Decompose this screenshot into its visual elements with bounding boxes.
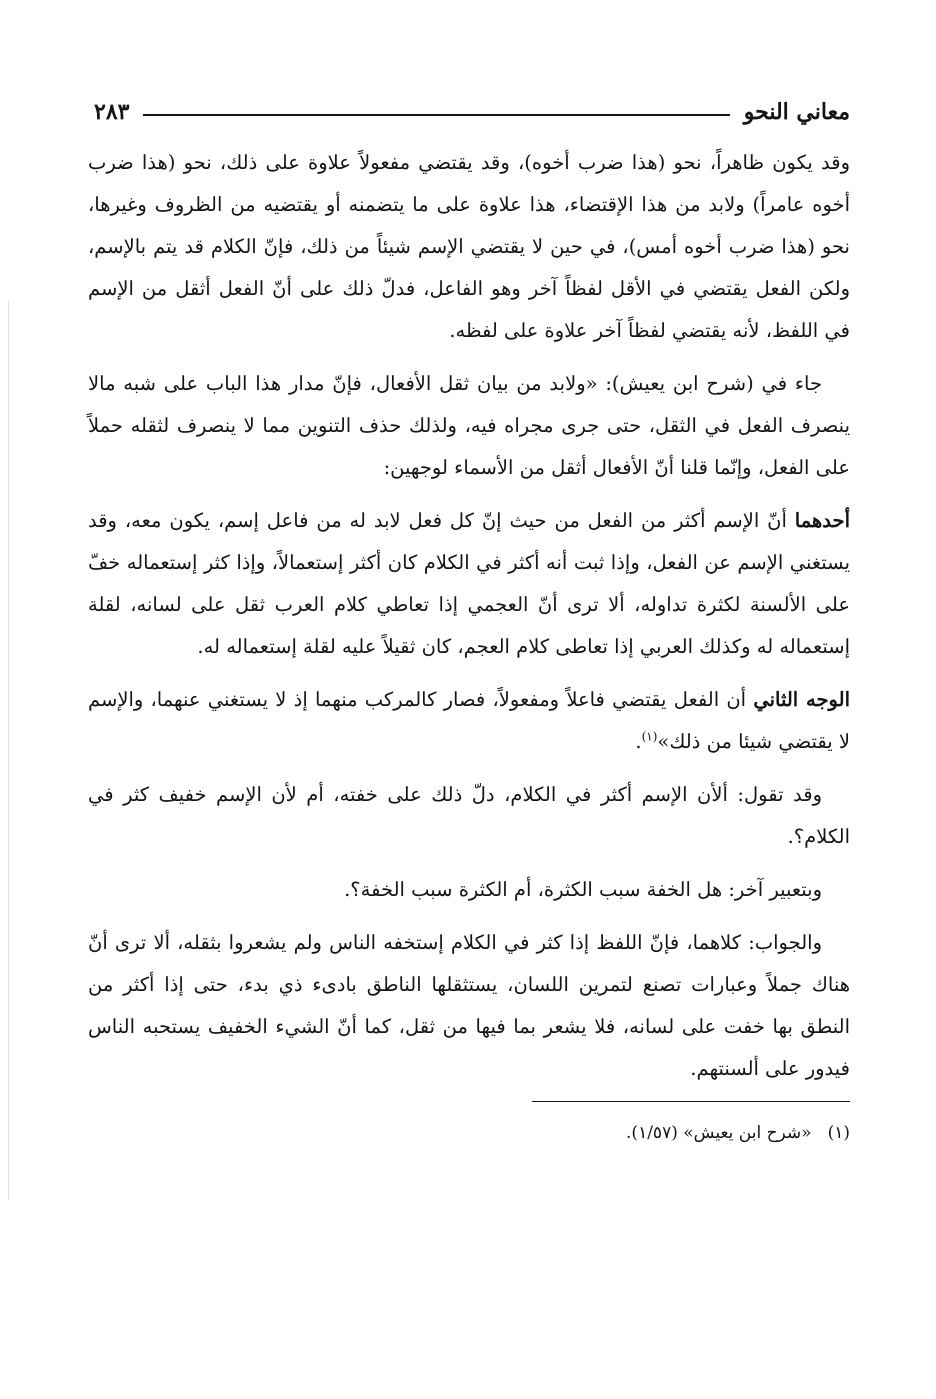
paragraph-7-text: والجواب: كلاهما، فإنّ اللفظ إذا كثر في الكلام إستخفه الناس ولم يشعروا بثقله، ألا ترى أنّ هناك جملاً وعبارات تصنع لتمرين اللسان، يستثقلها الناطق بادىء ذي بدء، حتى إذا أكثر من النطق بها خفت على لسانه، فلا يشعر بما فيها من ثقل، كما أنّ الشيء الخفيف يستحبه الناس فيدور على ألسنتهم. (88, 931, 850, 1080)
header-rule (143, 114, 729, 116)
paragraph-4 (88, 679, 850, 763)
paragraph-6-text: وبتعبير آخر: هل الخفة سبب الكثرة، أم الكثرة سبب الخفة؟. (344, 878, 822, 901)
paragraph-5 (88, 774, 850, 858)
paragraph-3-lead: أحدهما (794, 509, 850, 532)
main-text (88, 142, 850, 1090)
paragraph-2 (88, 363, 850, 489)
paragraph-7 (88, 922, 850, 1090)
footnote (88, 1118, 850, 1148)
book-title: معاني النحو (743, 99, 850, 125)
paragraph-3 (88, 500, 850, 668)
footnote-rule (532, 1101, 850, 1102)
paragraph-4-lead: الوجه الثاني (753, 688, 850, 711)
footnote-marker: (١) (827, 1123, 850, 1143)
page-number: ٢٨٣ (94, 99, 130, 125)
paragraph-1 (88, 142, 850, 352)
page-edge-shadow (8, 300, 9, 1200)
paragraph-4-tail: . (635, 730, 642, 753)
paragraph-3-text: أنّ الإسم أكثر من الفعل من حيث إنّ كل فعل لابد له من فاعل إسم، يكون معه، وقد يستغني الإسم عن الفعل، وإذا ثبت أنه أكثر في الكلام كان أكثر إستعمالاً، وإذا كثر إستعماله خفّ على الألسنة لكثرة تداوله، ألا ترى أنّ العجمي إذا تعاطي كلام العرب ثقل على لسانه، لقلة إستعماله له وكذلك العربي إذا تعاطى كلام العجم، كان ثقيلاً عليه لقلة إستعماله له. (88, 509, 850, 658)
paragraph-6 (88, 869, 850, 911)
paragraph-4-text: أن الفعل يقتضي فاعلاً ومفعولاً، فصار كالمركب منهما إذ لا يستغني عنهما، والإسم لا يقتضي شيئا من ذلك» (88, 688, 850, 753)
paragraph-1-text: وقد يكون ظاهراً، نحو (هذا ضرب أخوه)، وقد يقتضي مفعولاً علاوة على ذلك، نحو (هذا ضرب أخوه عامراً) ولابد من هذا الإقتضاء، هذا علاوة على ما يتضمنه أو يقتضيه من الظروف وغيرها، نحو (هذا ضرب أخوه أمس)، في حين لا يقتضي الإسم شيئاً من ذلك، فإنّ الكلام قد يتم بالإسم، ولكن الفعل يقتضي في الأقل لفظاً آخر وهو الفاعل، فدلّ ذلك على أنّ الفعل أثقل من الإسم في اللفظ، لأنه يقتضي لفظاً آخر علاوة على لفظه. (88, 151, 851, 342)
book-page (88, 92, 850, 1148)
paragraph-2-text: جاء في (شرح ابن يعيش): «ولابد من بيان ثقل الأفعال، فإنّ مدار هذا الباب على شبه مالا ينصرف الفعل في الثقل، حتى جرى مجراه فيه، ولذلك حذف التنوين مما لا ينصرف لثقله حملاً على الفعل، وإنّما قلنا أنّ الأفعال أثقل من الأسماء لوجهين: (88, 372, 850, 479)
running-header (88, 92, 850, 132)
paragraph-5-text: وقد تقول: ألأن الإسم أكثر في الكلام، دلّ ذلك على خفته، أم لأن الإسم خفيف كثر في الكلام؟. (88, 783, 850, 848)
footnote-reference[interactable]: (١) (641, 729, 658, 744)
footnote-text: «شرح ابن يعيش» (١/٥٧). (626, 1123, 812, 1143)
